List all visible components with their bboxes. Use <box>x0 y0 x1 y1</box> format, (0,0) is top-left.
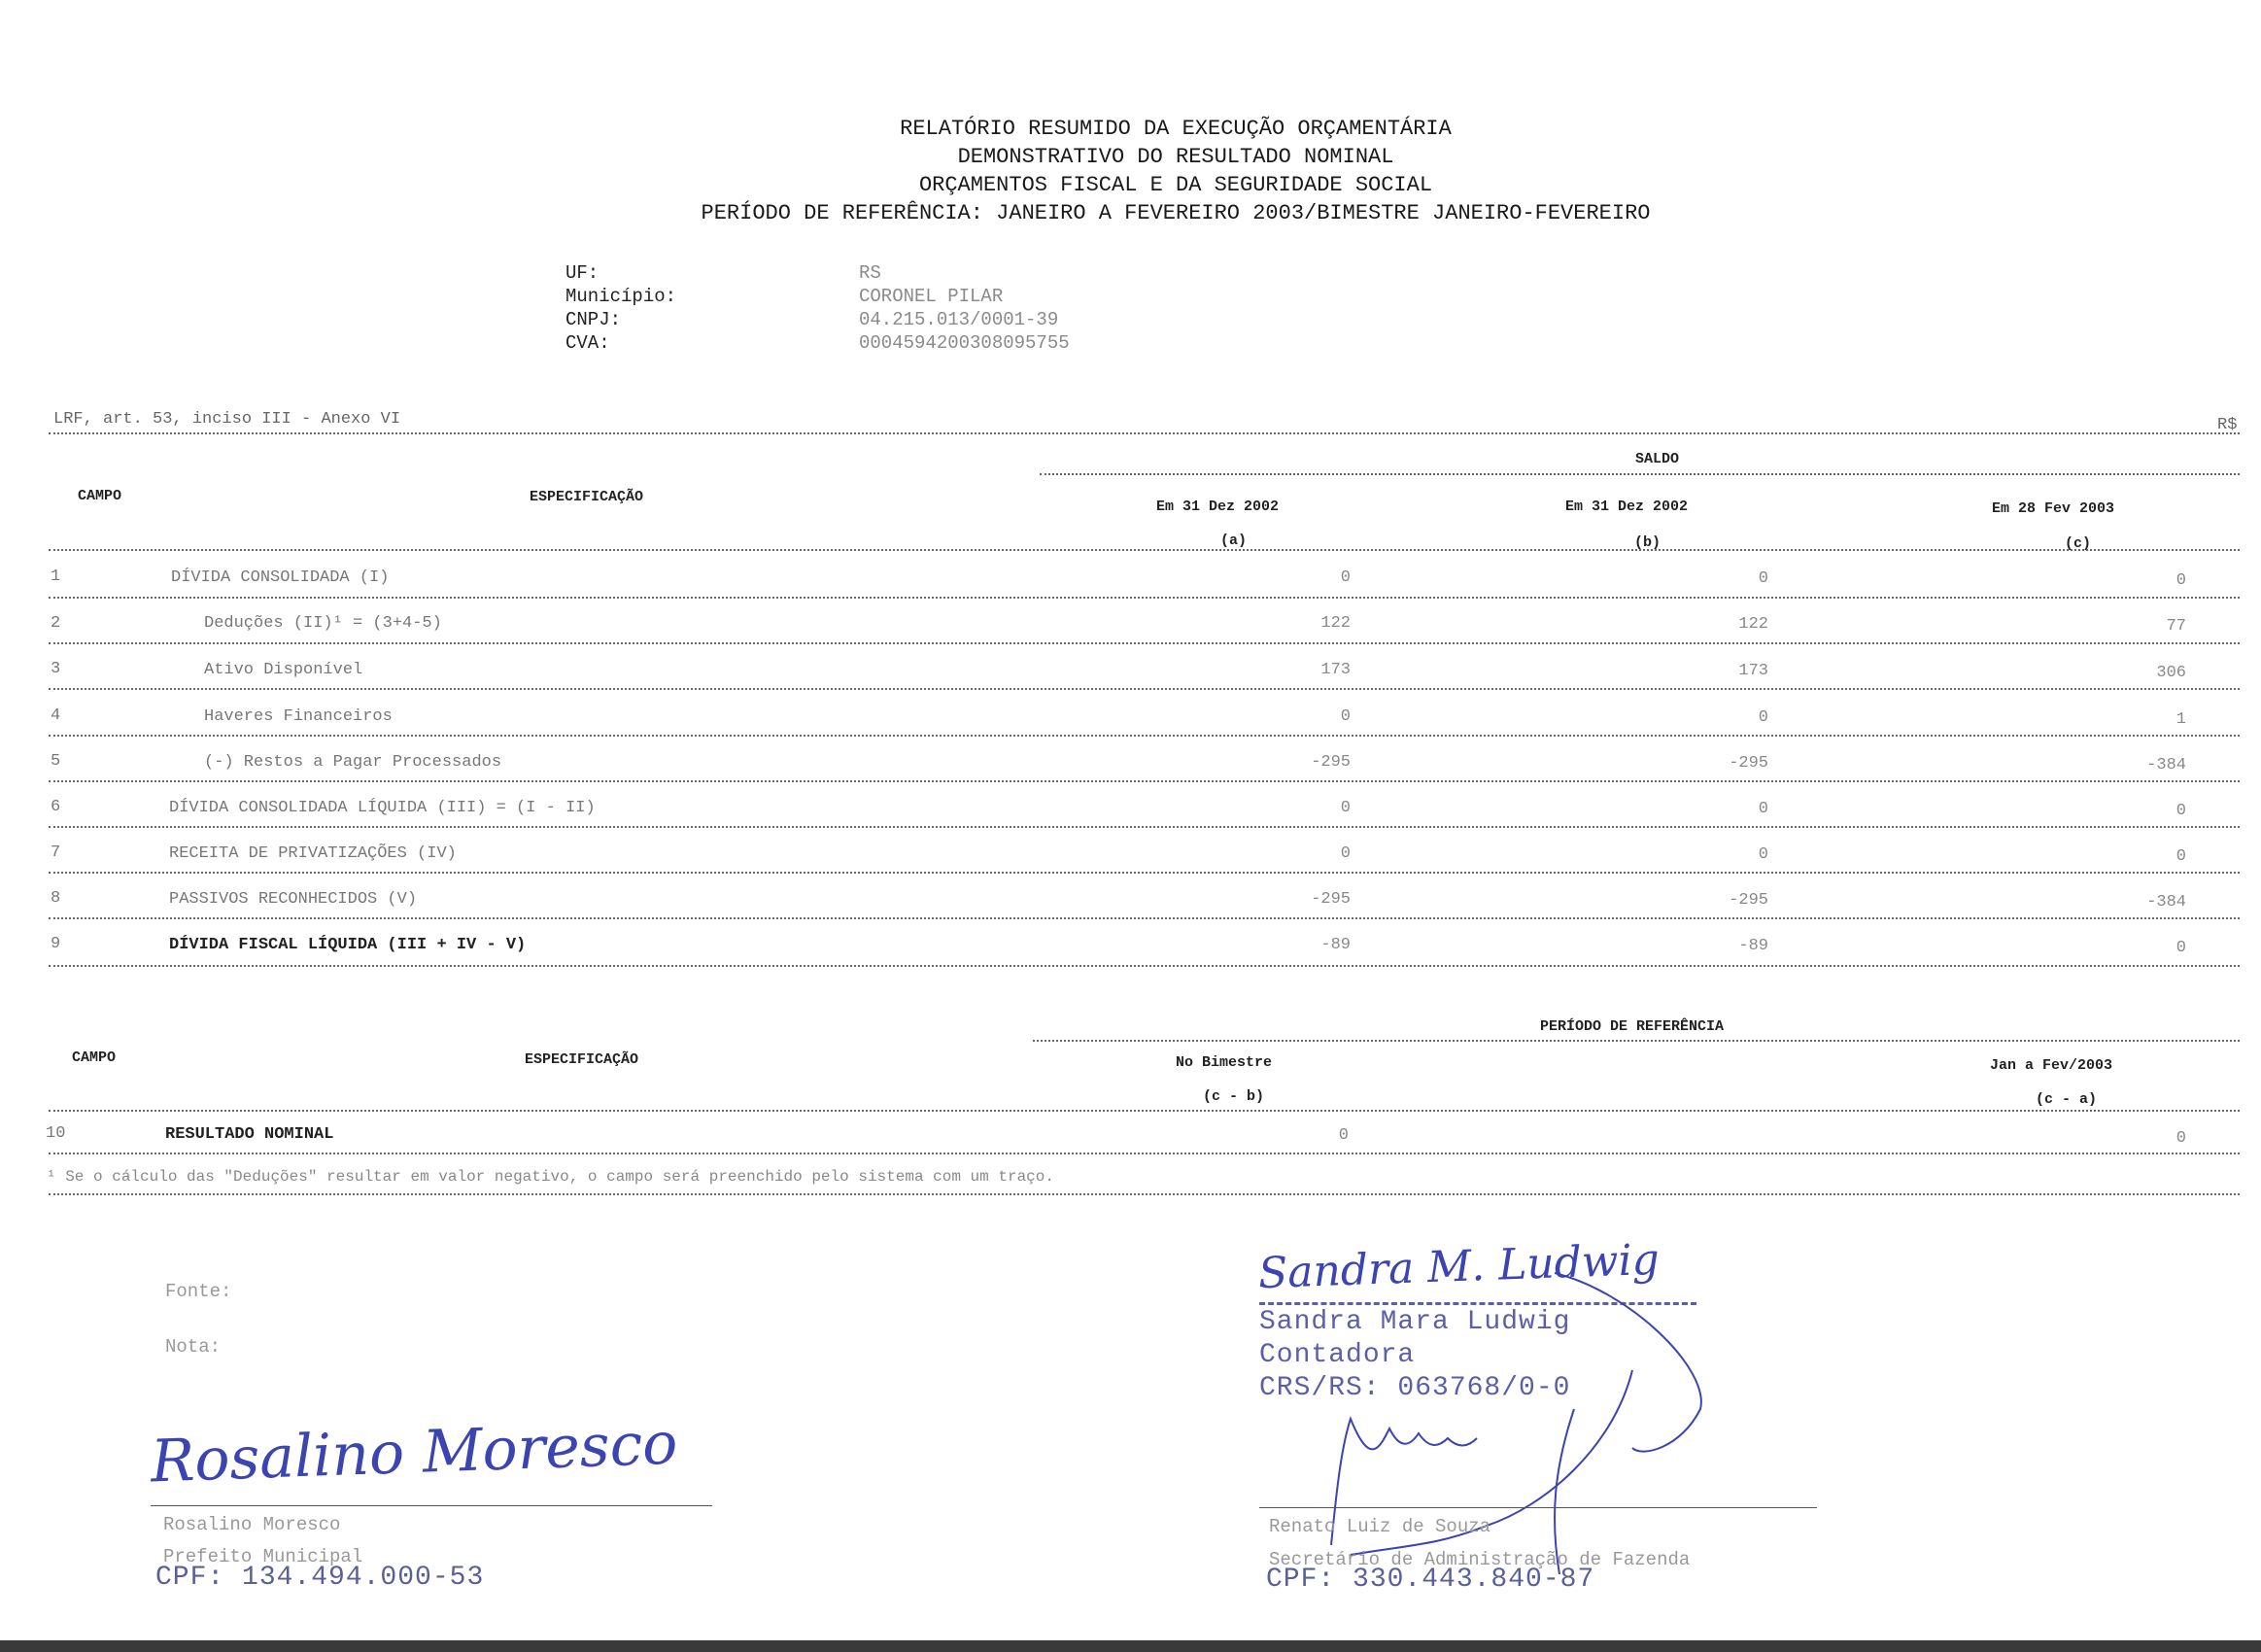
stamp-title: Contadora <box>1259 1340 1416 1370</box>
municipio-value: CORONEL PILAR <box>859 286 1004 307</box>
row-value-a: -295 <box>1311 890 1351 909</box>
row-value-a: 0 <box>1340 799 1351 817</box>
left-signer-name: Rosalino Moresco <box>163 1514 341 1535</box>
divider <box>49 1153 2240 1154</box>
left-cpf-stamp: CPF: 134.494.000-53 <box>155 1563 485 1593</box>
row-value-c: 0 <box>2175 847 2186 866</box>
row-campo: 3 <box>51 660 61 678</box>
col-c-header: Em 28 Fev 2003 <box>1992 500 2115 517</box>
row-spec: RESULTADO NOMINAL <box>165 1125 334 1144</box>
divider <box>49 872 2240 874</box>
row-spec: PASSIVOS RECONHECIDOS (V) <box>169 890 418 909</box>
divider <box>49 597 2240 599</box>
row-value-c: -384 <box>2146 756 2186 774</box>
divider <box>1033 1040 2240 1042</box>
divider <box>49 735 2240 737</box>
row-value-b: 0 <box>1758 845 1768 864</box>
saldo-header: SALDO <box>1635 451 1680 467</box>
row-value-c: -384 <box>2146 893 2186 912</box>
signature-line-right <box>1259 1507 1817 1508</box>
row-campo: 10 <box>46 1124 66 1143</box>
right-handwritten-signature: Sandra M. Ludwig <box>1257 1234 1661 1299</box>
legal-reference: LRF, art. 53, inciso III - Anexo VI <box>53 410 401 429</box>
especificacao-header: ESPECIFICAÇÃO <box>530 489 644 505</box>
row-value-jan-fev: 0 <box>2175 1129 2186 1148</box>
col-c-sub: (c) <box>2065 535 2092 552</box>
row-campo: 5 <box>51 752 61 771</box>
currency-label: R$ <box>2217 416 2238 434</box>
left-handwritten-signature: Rosalino Moresco <box>149 1409 679 1497</box>
report-title-line4: PERÍODO DE REFERÊNCIA: JANEIRO A FEVEREIRO 2003/BIMESTRE JANEIRO-FEVEREIRO <box>701 201 1651 225</box>
divider <box>49 780 2240 782</box>
col-a-sub: (a) <box>1220 533 1248 549</box>
jan-fev-header: Jan a Fev/2003 <box>1990 1057 2113 1074</box>
row-value-a: 173 <box>1320 661 1351 679</box>
row-value-a: 0 <box>1340 707 1351 726</box>
divider <box>49 826 2240 828</box>
right-signer-name: Renato Luiz de Souza <box>1269 1516 1491 1537</box>
row-campo: 1 <box>51 568 61 586</box>
left-signer-title: Prefeito Municipal <box>163 1546 363 1567</box>
col-b-header: Em 31 Dez 2002 <box>1565 499 1689 515</box>
periodo-header: PERÍODO DE REFERÊNCIA <box>1540 1018 1725 1035</box>
stamp-crc: CRS/RS: 063768/0-0 <box>1259 1373 1571 1403</box>
row-value-c: 1 <box>2175 710 2186 729</box>
row-value-a: 122 <box>1320 614 1351 633</box>
divider <box>49 642 2240 644</box>
right-cpf-stamp: CPF: 330.443.840-87 <box>1266 1565 1595 1595</box>
cnpj-label: CNPJ: <box>565 309 622 330</box>
report-title-line2: DEMONSTRATIVO DO RESULTADO NOMINAL <box>957 145 1394 169</box>
row-spec: DÍVIDA CONSOLIDADA (I) <box>171 568 390 587</box>
row-spec: DÍVIDA FISCAL LÍQUIDA (III + IV - V) <box>169 936 527 954</box>
divider <box>49 432 2240 434</box>
row-spec: RECEITA DE PRIVATIZAÇÕES (IV) <box>169 844 457 863</box>
no-bimestre-sub: (c - b) <box>1203 1088 1265 1105</box>
divider <box>49 549 2240 551</box>
row-value-c: 77 <box>2166 617 2186 636</box>
stamp-name: Sandra Mara Ludwig <box>1259 1307 1571 1337</box>
divider <box>49 917 2240 919</box>
row-spec: Haveres Financeiros <box>204 707 393 726</box>
uf-label: UF: <box>565 262 600 284</box>
row-campo: 4 <box>51 706 61 725</box>
row-campo: 8 <box>51 889 61 908</box>
report-title-line3: ORÇAMENTOS FISCAL E DA SEGURIDADE SOCIAL <box>918 173 1433 197</box>
row-value-c: 0 <box>2175 802 2186 820</box>
row-spec: Ativo Disponível <box>204 661 363 679</box>
jan-fev-sub: (c - a) <box>2036 1091 2098 1108</box>
row-value-b: 122 <box>1738 615 1768 634</box>
right-signer-title: Secretário de Administração de Fazenda <box>1269 1549 1691 1570</box>
row-value-b: -295 <box>1729 754 1768 773</box>
municipio-label: Município: <box>565 286 677 307</box>
divider <box>49 688 2240 690</box>
row-value-a: -89 <box>1320 936 1351 954</box>
divider <box>49 1110 2240 1112</box>
row-spec: DÍVIDA CONSOLIDADA LÍQUIDA (III) = (I - II) <box>169 799 596 817</box>
row-value-c: 0 <box>2175 571 2186 590</box>
scan-border <box>0 1640 2261 1652</box>
no-bimestre-header: No Bimestre <box>1176 1054 1273 1071</box>
row-campo: 6 <box>51 798 61 816</box>
campo-header: CAMPO <box>78 488 122 504</box>
especificacao-header-2: ESPECIFICAÇÃO <box>525 1051 639 1068</box>
row-value-a: 0 <box>1340 568 1351 587</box>
row-value-b: 0 <box>1758 708 1768 727</box>
row-value-b: 0 <box>1758 800 1768 818</box>
row-value-a: -295 <box>1311 753 1351 772</box>
row-value-a: 0 <box>1340 844 1351 863</box>
cva-label: CVA: <box>565 332 610 354</box>
row-value-b: -89 <box>1738 937 1768 955</box>
row-value-c: 306 <box>2156 664 2186 682</box>
uf-value: RS <box>859 262 881 284</box>
row-spec: Deduções (II)¹ = (3+4-5) <box>204 614 442 633</box>
row-campo: 7 <box>51 843 61 862</box>
col-a-header: Em 31 Dez 2002 <box>1156 499 1280 515</box>
divider <box>49 1193 2240 1195</box>
row-value-b: 0 <box>1758 569 1768 588</box>
report-title-line1: RELATÓRIO RESUMIDO DA EXECUÇÃO ORÇAMENTÁRIA <box>900 117 1452 141</box>
row-value-b: 173 <box>1738 662 1768 680</box>
col-b-sub: (b) <box>1634 534 1661 551</box>
row-value-b: -295 <box>1729 891 1768 910</box>
footnote: ¹ Se o cálculo das "Deduções" resultar em valor negativo, o campo será preenchido pelo sistema com um traço. <box>47 1168 1054 1186</box>
cnpj-value: 04.215.013/0001-39 <box>859 309 1059 330</box>
fonte-label: Fonte: <box>165 1281 232 1302</box>
signature-line-left <box>151 1505 712 1506</box>
row-value-bimestre: 0 <box>1338 1126 1349 1145</box>
divider <box>49 965 2240 967</box>
row-campo: 2 <box>51 614 61 633</box>
row-spec: (-) Restos a Pagar Processados <box>204 753 502 772</box>
cva-value: 0004594200308095755 <box>859 332 1070 354</box>
row-campo: 9 <box>51 935 61 953</box>
campo-header-2: CAMPO <box>72 1050 117 1066</box>
nota-label: Nota: <box>165 1336 222 1358</box>
row-value-c: 0 <box>2175 939 2186 957</box>
divider <box>1040 473 2240 475</box>
